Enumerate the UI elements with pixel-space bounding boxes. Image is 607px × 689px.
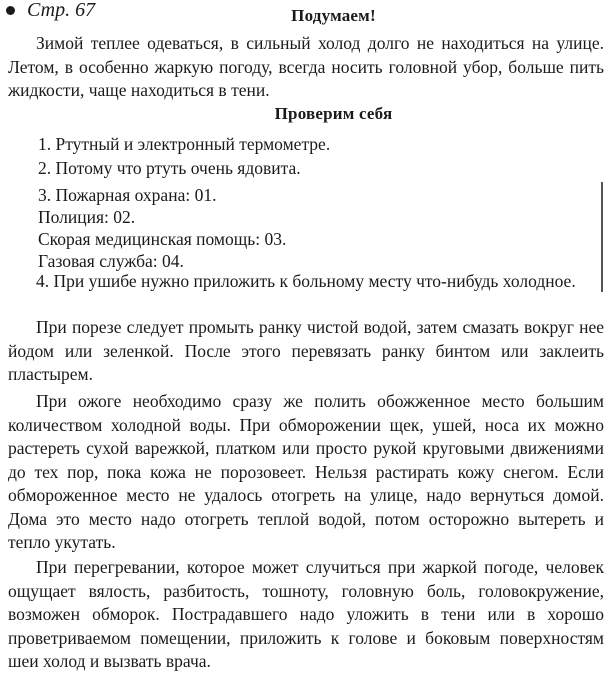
bullet-marker xyxy=(6,6,15,15)
paragraph-think-answer: Зимой теплее одеваться, в сильный холод долго не находиться на улице. Летом, в особенно жаркую погоду, всегда носить головной убор, больше пить жидкости, чаще находиться в тени. xyxy=(8,33,604,100)
answer-3-ambulance: Скорая медицинская помощь: 03. xyxy=(38,229,287,249)
paragraph-burns-frostbite: При ожоге необходимо сразу же полить обожженное место большим количеством холодной воды. При обморожении щек, ушей, носа их можно растереть сухой варежкой, платком или просто рукой круговыми движениями до тех пор, пока кожа не порозовеет. Нельзя растирать кожу снегом. Если обмороженное место не удалось отогреть на улице, надо вернуться домой. Дома это место надо отогреть теплой водой, потом осторожно вытереть и тепло укутать. xyxy=(8,391,604,552)
answer-3-gas: Газовая служба: 04. xyxy=(38,251,184,271)
margin-rule xyxy=(601,182,603,292)
paragraph-overheating: При перегревании, которое может случиться при жаркой погоде, человек ощущает вялость, разбитость, тошноту, головную боль, головокружение, возможен обморок. Пострадавшего надо уложить в тени или в хорошо проветриваемом помещении, приложить к голове и боковым поверхностям шеи холод и вызвать врача. xyxy=(8,557,604,671)
section-title-think: Подумаем! xyxy=(291,6,376,25)
answer-2: 2. Потому что ртуть очень ядовита. xyxy=(38,158,301,178)
page-reference: Стр. 67 xyxy=(27,0,96,21)
paragraph-cuts: При порезе следует промыть ранку чистой водой, затем смазать вокруг нее йодом или зеленкой. После этого перевязать ранку бинтом или заклеить пластырем. xyxy=(8,317,604,384)
answer-3-fire: 3. Пожарная охрана: 01. xyxy=(38,185,217,205)
section-title-check-yourself: Проверим себя xyxy=(274,104,393,123)
answer-3-police: Полиция: 02. xyxy=(38,207,136,227)
answer-1: 1. Ртутный и электронный термометре. xyxy=(38,134,331,154)
answer-4: 4. При ушибе нужно приложить к больному месту что-нибудь холодное. xyxy=(36,271,576,291)
